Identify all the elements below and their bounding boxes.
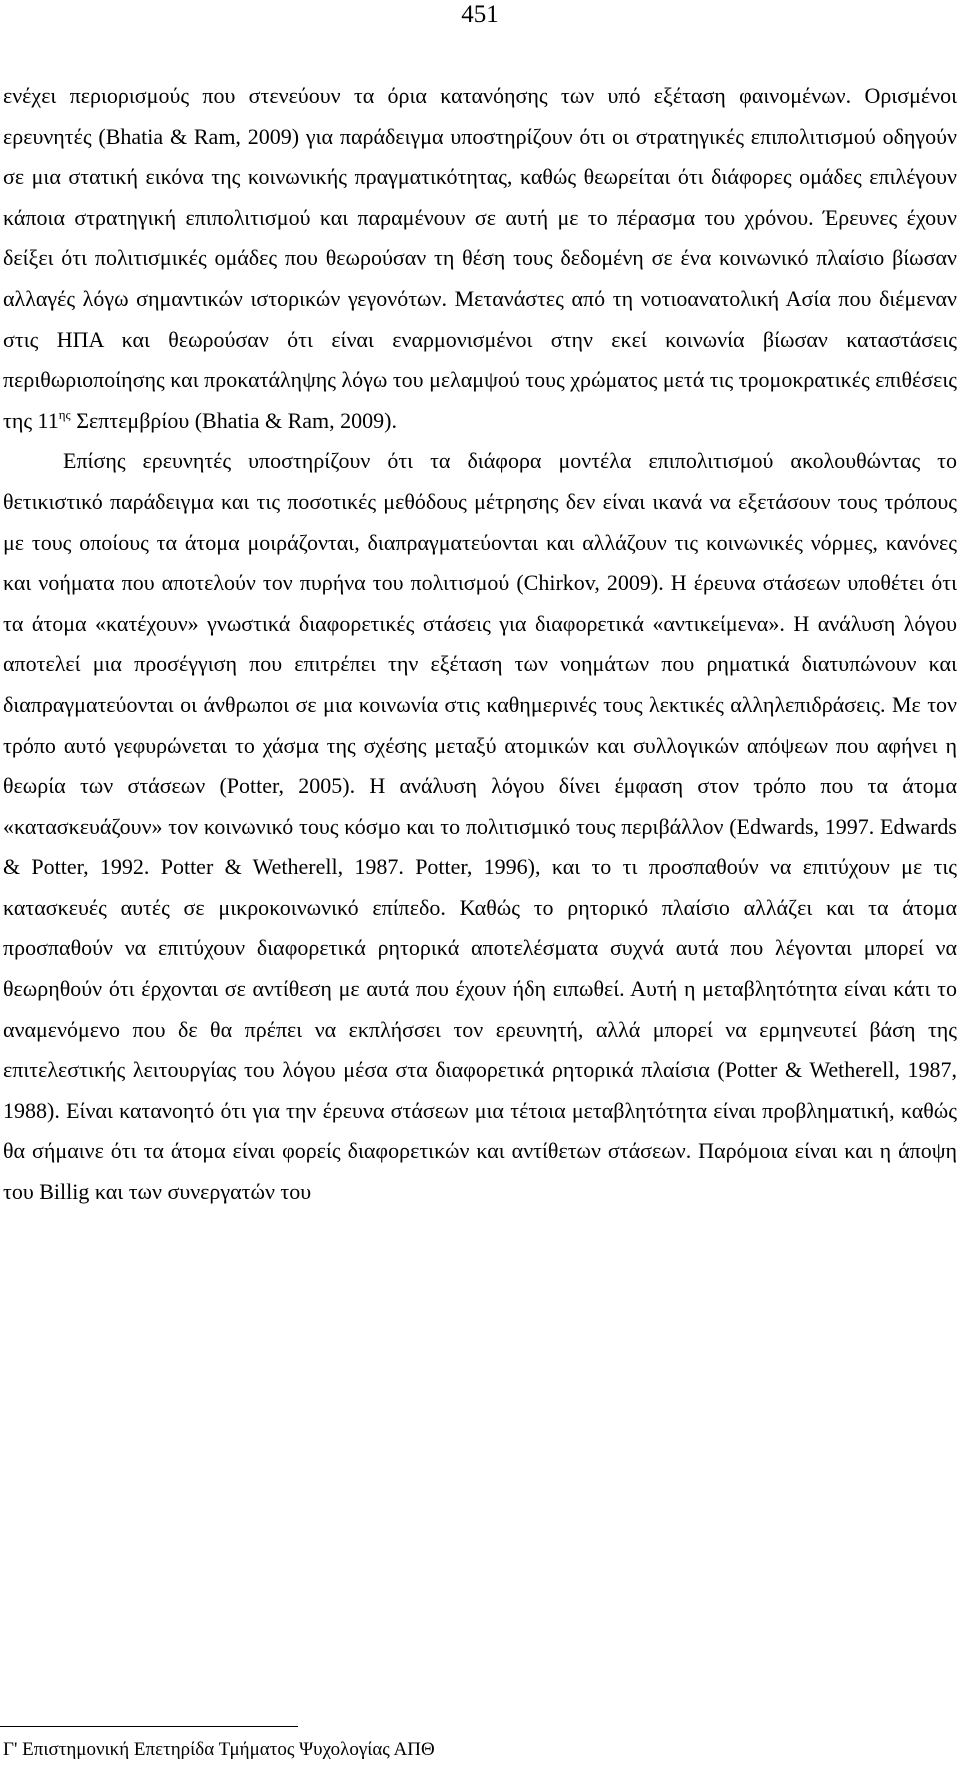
footer-journal-title: Γ' Επιστημονική Επετηρίδα Τμήματος Ψυχολογίας ΑΠΘ	[3, 1739, 435, 1760]
paragraph-1-text: ενέχει περιορισμούς που στενεύουν τα όρια κατανόησης των υπό εξέταση φαινομένων. Ορισμένοι ερευνητές (Bhatia & Ram, 2009) για παράδειγμα υποστηρίζουν ότι οι στρατηγικές επιπολιτισμού οδηγούν σε μια στατική εικόνα της κοινωνικής πραγματικότητας, καθώς θεωρείται ότι διάφορες ομάδες επιλέγουν κάποια στρατηγική επιπολιτισμού και παραμένουν σε αυτή με το πέρασμα του χρόνου. Έρευνες έχουν δείξει ότι πολιτισμικές ομάδες που θεωρούσαν τη θέση τους δεδομένη σε ένα κοινωνικό πλαίσιο βίωσαν αλλαγές λόγω σημαντικών ιστορικών γεγονότων. Μετανάστες από τη νοτιοανατολική Ασία που διέμεναν στις ΗΠΑ και θεωρούσαν ότι είναι εναρμονισμένοι στην εκεί κοινωνία βίωσαν καταστάσεις περιθωριοποίησης και προκατάληψης λόγω του μελαμψού τους χρώματος μετά τις τρομοκρατικές επιθέσεις της 11	[3, 83, 957, 433]
ordinal-superscript: ης	[58, 406, 71, 422]
footer-divider	[0, 1726, 298, 1727]
paragraph-1	[3, 76, 957, 441]
page-number: 451	[461, 1, 499, 28]
paragraph-2: Επίσης ερευνητές υποστηρίζουν ότι τα διάφορα μοντέλα επιπολιτισμού ακολουθώντας το θετικιστικό παράδειγμα και τις ποσοτικές μεθόδους μέτρησης δεν είναι ικανά να εξετάσουν τους τρόπους με τους οποίους τα άτομα μοιράζονται, διαπραγματεύονται και αλλάζουν τις κοινωνικές νόρμες, κανόνες και νοήματα που αποτελούν τον πυρήνα του πολιτισμού (Chirkov, 2009). Η έρευνα στάσεων υποθέτει ότι τα άτομα «κατέχουν» γνωστικά διαφορετικές στάσεις για διαφορετικά «αντικείμενα». Η ανάλυση λόγου αποτελεί μια προσέγγιση που επιτρέπει την εξέταση των νοημάτων που ρηματικά διατυπώνουν και διαπραγματεύονται οι άνθρωποι σε μια κοινωνία στις καθημερινές τους λεκτικές αλληλεπιδράσεις. Με τον τρόπο αυτό γεφυρώνεται το χάσμα της σχέσης μεταξύ ατομικών και συλλογικών απόψεων που αφήνει η θεωρία των στάσεων (Potter, 2005). Η ανάλυση λόγου δίνει έμφαση στον τρόπο που τα άτομα «κατασκευάζουν» τον κοινωνικό τους κόσμο και το πολιτισμικό τους περιβάλλον (Edwards, 1997. Edwards & Potter, 1992. Potter & Wetherell, 1987. Potter, 1996), και το τι προσπαθούν να επιτύχουν με τις κατασκευές αυτές σε μικροκοινωνικό επίπεδο. Καθώς το ρητορικό πλαίσιο αλλάζει και τα άτομα προσπαθούν να επιτύχουν διαφορετικά ρητορικά αποτελέσματα συχνά αυτά που λέγονται μπορεί να θεωρηθούν ότι έρχονται σε αντίθεση με αυτά που έχουν ήδη ειπωθεί. Αυτή η μεταβλητότητα είναι κάτι το αναμενόμενο που δε θα πρέπει να εκπλήσσει τον ερευνητή, αλλά μπορεί να ερμηνευτεί βάση της επιτελεστικής λειτουργίας του λόγου μέσα στα διαφορετικά ρητορικά πλαίσια (Potter & Wetherell, 1987, 1988). Είναι κατανοητό ότι για την έρευνα στάσεων μια τέτοια μεταβλητότητα είναι προβληματική, καθώς θα σήμαινε ότι τα άτομα είναι φορείς διαφορετικών και αντίθετων στάσεων. Παρόμοια είναι και η άποψη του Billig και των συνεργατών του	[3, 448, 957, 1205]
body-text	[3, 76, 957, 1213]
paragraph-1-text-end: Σεπτεμβρίου (Bhatia & Ram, 2009).	[70, 407, 397, 433]
